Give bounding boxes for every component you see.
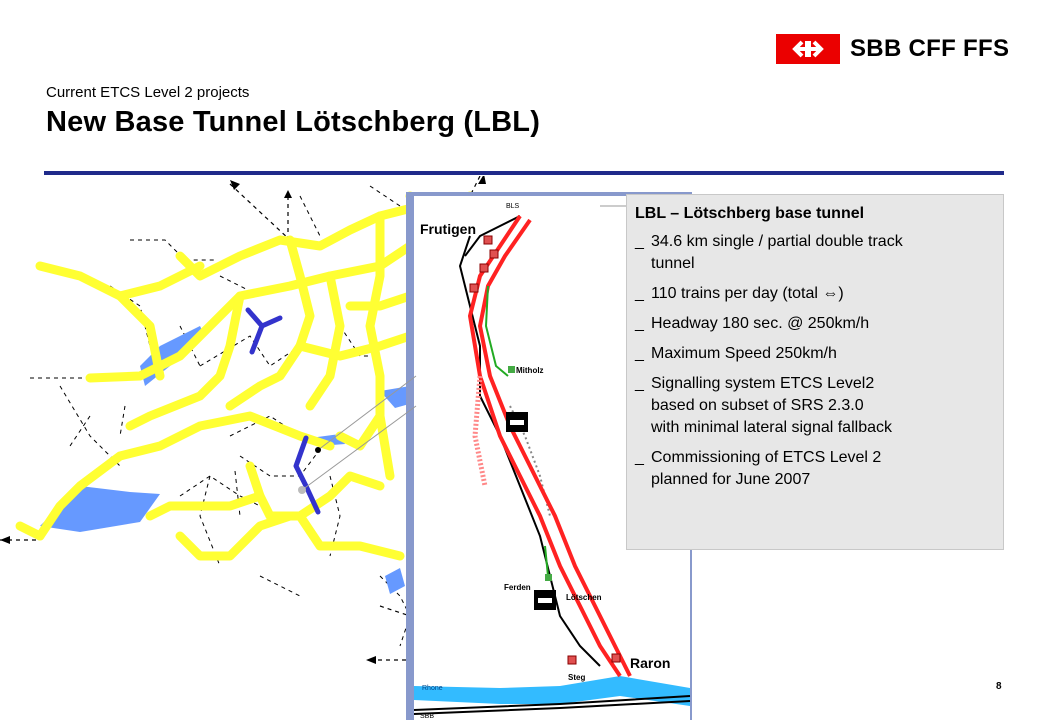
list-item: _ Maximum Speed 250km/h xyxy=(635,345,837,362)
list-item: _ Signalling system ETCS Level2 based on subset of SRS 2.3.0 with minimal lateral signal fallback xyxy=(635,375,892,436)
facts-list xyxy=(635,231,989,491)
callout-heading: LBL – Lötschberg base tunnel xyxy=(635,205,865,222)
secondary-lines xyxy=(30,186,410,646)
label-mitholz: Mitholz xyxy=(516,366,544,375)
label-frutigen: Frutigen xyxy=(420,221,476,237)
sbb-logo-mark-icon xyxy=(776,34,840,64)
label-sbb: SBB xyxy=(420,713,435,720)
slide-title: New Base Tunnel Lötschberg (LBL) xyxy=(46,106,541,138)
label-raron: Raron xyxy=(630,655,671,671)
list-item: _ Headway 180 sec. @ 250km/h xyxy=(635,315,870,332)
sbb-logo xyxy=(776,34,1009,64)
list-item: _ 110 trains per day (total ⇔) xyxy=(635,285,844,302)
page-number: 8 xyxy=(996,681,1002,692)
slide-subtitle: Current ETCS Level 2 projects xyxy=(46,84,250,101)
label-ferden: Ferden xyxy=(504,583,531,592)
project-facts-callout xyxy=(626,194,1004,550)
label-steg: Steg xyxy=(568,673,586,682)
label-loetschen: Lötschen xyxy=(566,593,602,602)
list-item: _ 34.6 km single / partial double track tunnel xyxy=(635,233,903,272)
list-item: _ Commissioning of ETCS Level 2 planned for June 2007 xyxy=(635,449,882,488)
title-divider xyxy=(44,171,1004,175)
railway-network-map xyxy=(0,176,720,720)
label-bls: BLS xyxy=(506,203,520,210)
logo-text: SBB CFF FFS xyxy=(850,35,1010,62)
label-rhone: Rhone xyxy=(422,685,443,692)
